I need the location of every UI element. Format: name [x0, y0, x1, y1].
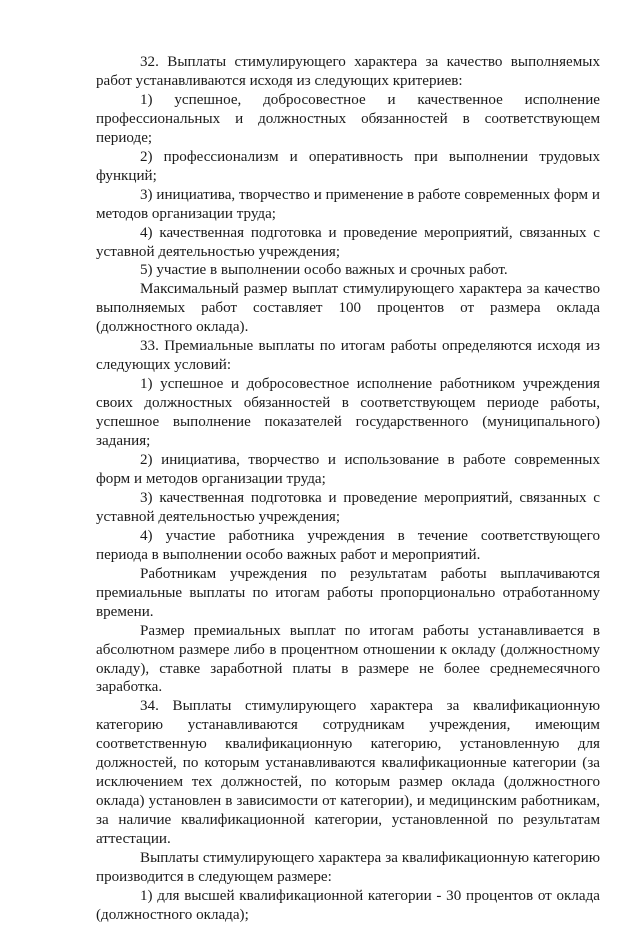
highest-category-item: 1) для высшей квалификационной категории - 30 процентов от оклада (должностного оклада); [96, 887, 600, 923]
condition-3: 3) качественная подготовка и проведение мероприятий, связанных с уставной деятельностью учреждения; [96, 489, 600, 525]
criterion-4: 4) качественная подготовка и проведение мероприятий, связанных с уставной деятельностью учреждения; [96, 224, 600, 260]
condition-4: 4) участие работника учреждения в течение соответствующего периода в выполнении особо важных работ и мероприятий. [96, 527, 600, 563]
paragraph-33: 33. Премиальные выплаты по итогам работы определяются исходя из следующих условий: [96, 338, 600, 374]
condition-1: 1) успешное и добросовестное исполнение работником учреждения своих должностных обязанностей в соответствующем периоде работы, успешное выполнение показателей государственного (муниципального) задания; [96, 376, 600, 450]
category-payment-paragraph: Выплаты стимулирующего характера за квалификационную категорию производится в следующем размере: [96, 850, 600, 885]
bonus-proportional-paragraph: Работникам учреждения по результатам работы выплачиваются премиальные выплаты по итогам работы пропорционально отработанному времени. [96, 565, 600, 620]
max-payment-paragraph: Максимальный размер выплат стимулирующего характера за качество выполняемых работ составляет 100 процентов от размера оклада (должностного оклада). [96, 281, 600, 336]
bonus-size-paragraph: Размер премиальных выплат по итогам работы устанавливается в абсолютном размере либо в процентном отношении к окладу (должностному окладу), ставке заработной платы в размере не более среднемесячного заработка. [96, 622, 600, 696]
criterion-1: 1) успешное, добросовестное и качественное исполнение профессиональных и должностных обязанностей в соответствующем периоде; [96, 91, 600, 146]
paragraph-34: 34. Выплаты стимулирующего характера за квалификационную категорию устанавливаются сотрудникам учреждения, имеющим соответственную квалификационную категорию, установленную для должностей, по которым устанавливаются квалификационные категории (за исключением тех должностей, по которым размер оклада (должностного оклада) установлен в зависимости от категории), и медицинским работникам, за наличие квалификационной категории, установленной по результатам аттестации. [96, 698, 600, 848]
document-page [96, 53, 600, 925]
criterion-3: 3) инициатива, творчество и применение в работе современных форм и методов организации труда; [96, 186, 600, 222]
criterion-2: 2) профессионализм и оперативность при выполнении трудовых функций; [96, 148, 600, 184]
criterion-5: 5) участие в выполнении особо важных и срочных работ. [140, 262, 508, 279]
condition-2: 2) инициатива, творчество и использование в работе современных форм и методов организации труда; [96, 452, 600, 487]
paragraph-32: 32. Выплаты стимулирующего характера за качество выполняемых работ устанавливаются исходя из следующих критериев: [96, 54, 600, 89]
